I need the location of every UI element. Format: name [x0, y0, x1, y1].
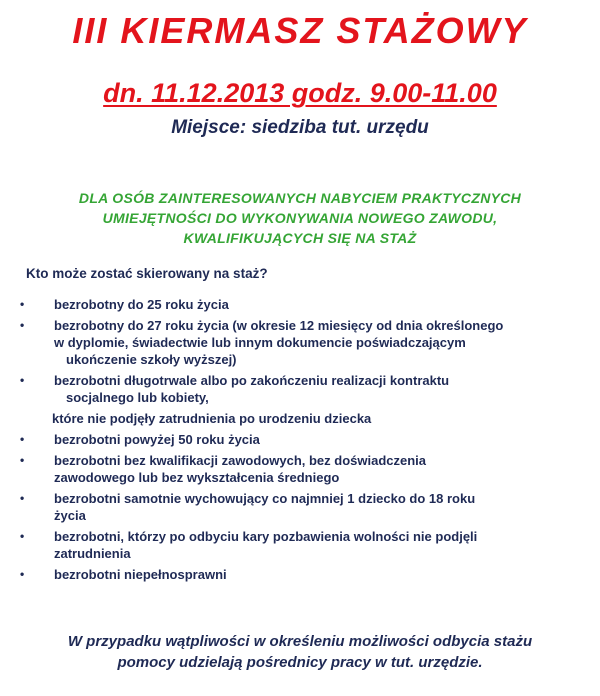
list-item-text: bezrobotny do 25 roku życia: [54, 297, 229, 312]
footer-line: pomocy udzielają pośrednicy pracy w tut. urzędzie.: [117, 654, 483, 671]
bullet: •: [20, 453, 25, 467]
audience-line: DLA OSÓB ZAINTERESOWANYCH NABYCIEM PRAKTYCZNYCH: [78, 190, 522, 206]
footer-line: W przypadku wątpliwości w określeniu możliwości odbycia stażu: [67, 633, 533, 650]
eligibility-list: [20, 296, 580, 587]
list-item-text: bezrobotni samotnie wychowujący co najmniej 1 dziecko do 18 roku: [54, 491, 476, 506]
bullet: •: [20, 529, 25, 543]
bullet: •: [20, 567, 25, 581]
list-item-text: bezrobotni długotrwale albo po zakończeniu realizacji kontraktu: [54, 373, 450, 388]
poster-title: III KIERMASZ STAŻOWY: [72, 10, 528, 51]
bullet: •: [20, 373, 25, 387]
event-place: Miejsce: siedziba tut. urzędu: [171, 117, 429, 138]
list-item: [20, 296, 580, 313]
bullet: •: [20, 318, 25, 332]
audience-statement: [0, 188, 600, 248]
list-item: [20, 490, 580, 524]
list-item-text: bezrobotny do 27 roku życia (w okresie 12 miesięcy od dnia określonego: [54, 318, 504, 333]
audience-line: KWALIFIKUJĄCYCH SIĘ NA STAŻ: [183, 230, 417, 246]
list-item-text: ukończenie szkoły wyższej): [66, 352, 237, 367]
list-item-text: bezrobotni bez kwalifikacji zawodowych, bez doświadczenia: [54, 453, 427, 468]
list-item-text: bezrobotni powyżej 50 roku życia: [54, 432, 260, 447]
list-item-text: życia: [54, 508, 86, 523]
list-item-text: socjalnego lub kobiety,: [66, 390, 209, 405]
list-item: [20, 431, 580, 448]
list-item: [20, 317, 580, 368]
bullet: •: [20, 297, 25, 311]
list-item-text: zawodowego lub bez wykształcenia średniego: [54, 470, 340, 485]
list-item: [20, 452, 580, 486]
eligibility-question: Kto może zostać skierowany na staż?: [26, 266, 268, 281]
list-item-text: bezrobotni niepełnosprawni: [54, 567, 227, 582]
list-item-text: bezrobotni, którzy po odbyciu kary pozbawienia wolności nie podjęli: [54, 529, 478, 544]
list-item: [20, 372, 580, 406]
list-item: [20, 566, 580, 583]
list-item: [20, 528, 580, 562]
list-item-text: w dyplomie, świadectwie lub innym dokumencie poświadczającym: [54, 335, 466, 350]
bullet: •: [20, 432, 25, 446]
bullet: •: [20, 491, 25, 505]
footer-note: [0, 631, 600, 673]
event-date: dn. 11.12.2013 godz. 9.00-11.00: [103, 78, 497, 108]
audience-line: UMIEJĘTNOŚCI DO WYKONYWANIA NOWEGO ZAWODU,: [102, 210, 498, 226]
list-item-note: które nie podjęły zatrudnienia po urodzeniu dziecka: [52, 411, 372, 426]
list-item-text: zatrudnienia: [54, 546, 131, 561]
